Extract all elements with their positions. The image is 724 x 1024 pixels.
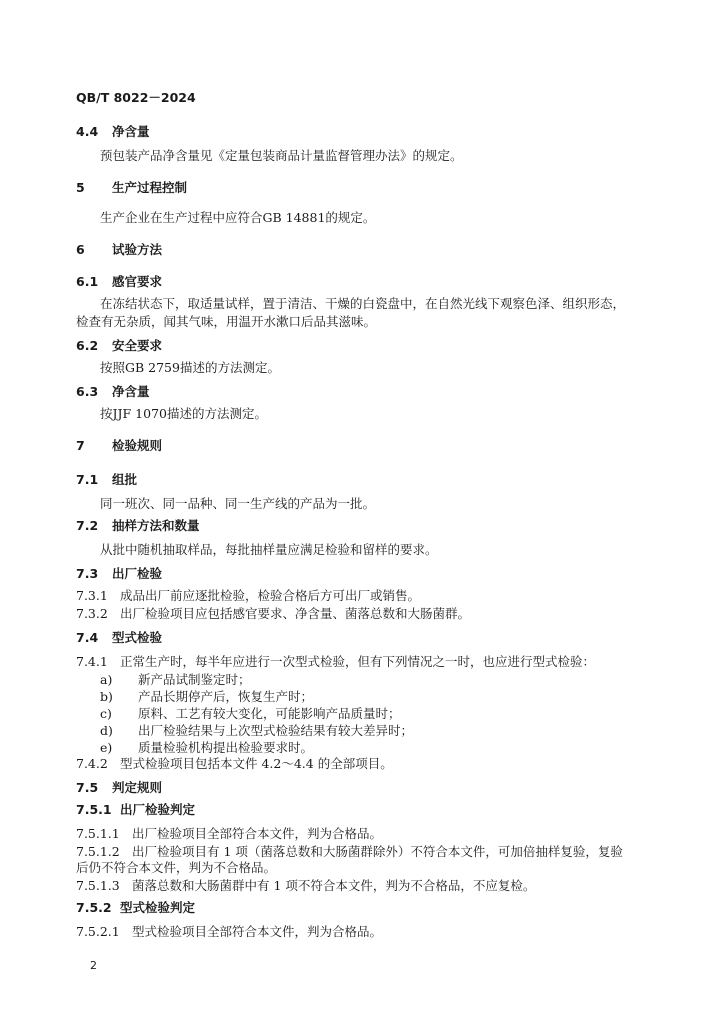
- section-title: 组批: [112, 472, 138, 487]
- list-item-text: 质量检验机构提出检验要求时。: [138, 740, 314, 755]
- clause-7-3-2: [76, 606, 470, 622]
- clause-number: 7.5.2.1: [76, 924, 120, 939]
- section-6-2-text: 按照GB 2759描述的方法测定。: [100, 360, 280, 375]
- section-number: 7.4: [76, 630, 99, 645]
- section-7-2-text: 从批中随机抽取样品，每批抽样量应满足检验和留样的要求。: [100, 542, 438, 557]
- clause-7-5-1-3: [76, 878, 535, 894]
- clause-7-4-1: [76, 654, 595, 670]
- list-item: [100, 672, 251, 688]
- clause-text: 型式检验项目包括本文件 4.2～4.4 的全部项目。: [120, 756, 393, 771]
- clause-text: 成品出厂前应逐批检验，检验合格后方可出厂或销售。: [120, 588, 421, 603]
- section-4-4-text: 预包装产品净含量见《定量包装商品计量监督管理办法》的规定。: [100, 148, 463, 163]
- section-6-2-heading: [76, 338, 162, 354]
- clause-7-5-2-1: [76, 924, 382, 940]
- clause-text: 型式检验项目全部符合本文件，判为合格品。: [132, 924, 383, 939]
- section-7-5-1-heading: [76, 802, 195, 818]
- list-item-text: 产品长期停产后，恢复生产时；: [138, 689, 314, 704]
- list-item: [100, 723, 413, 739]
- section-title: 判定规则: [112, 780, 163, 795]
- section-title: 型式检验: [112, 630, 163, 645]
- list-marker: b): [100, 689, 113, 704]
- section-number: 7.1: [76, 472, 99, 487]
- section-5-heading: [76, 180, 187, 196]
- standard-number: QB/T 8022－2024: [76, 90, 196, 105]
- section-title: 生产过程控制: [112, 180, 188, 195]
- section-7-1-heading: [76, 472, 137, 488]
- list-item-text: 出厂检验结果与上次型式检验结果有较大差异时；: [138, 723, 414, 738]
- section-title: 净含量: [112, 384, 150, 399]
- section-number: 7.5.1: [76, 802, 112, 817]
- page-number: 2: [90, 959, 97, 972]
- section-number: 4.4: [76, 124, 99, 139]
- section-6-heading: [76, 242, 162, 258]
- clause-text: 菌落总数和大肠菌群中有 1 项不符合本文件，判为不合格品，不应复检。: [132, 878, 536, 893]
- clause-7-5-1-1: [76, 826, 382, 842]
- section-4-4-heading: [76, 124, 150, 140]
- section-7-5-heading: [76, 780, 162, 796]
- list-item-text: 原料、工艺有较大变化，可能影响产品质量时；: [138, 706, 401, 721]
- section-6-1-text-line1: 在冻结状态下，取适量试样，置于清洁、干燥的白瓷盘中，在自然光线下观察色泽、组织形态，: [100, 296, 626, 311]
- list-item: [100, 740, 313, 756]
- clause-text: 正常生产时，每半年应进行一次型式检验，但有下列情况之一时，也应进行型式检验：: [120, 654, 596, 669]
- clause-7-3-1: [76, 588, 420, 604]
- clause-7-5-1-2-line2: 后仍不符合本文件，判为不合格品。: [76, 860, 277, 875]
- section-6-1-text-line2: 检查有无杂质，闻其气味，用温开水漱口后品其滋味。: [76, 314, 377, 329]
- section-number: 7.3: [76, 566, 99, 581]
- list-marker: d): [100, 723, 113, 738]
- section-number: 6.1: [76, 274, 99, 289]
- section-title: 净含量: [112, 124, 150, 139]
- section-7-4-heading: [76, 630, 162, 646]
- clause-text: 出厂检验项目应包括感官要求、净含量、菌落总数和大肠菌群。: [120, 606, 471, 621]
- list-item: [100, 689, 313, 705]
- section-7-2-heading: [76, 518, 200, 534]
- section-number: 7.5: [76, 780, 99, 795]
- list-marker: a): [100, 672, 113, 687]
- list-item-text: 新产品试制鉴定时；: [138, 672, 251, 687]
- section-title: 抽样方法和数量: [112, 518, 200, 533]
- list-marker: e): [100, 740, 113, 755]
- section-number: 6: [76, 242, 85, 257]
- clause-text: 出厂检验项目有 1 项（菌落总数和大肠菌群除外）不符合本文件，可加倍抽样复验，复验: [132, 844, 623, 859]
- clause-number: 7.3.2: [76, 606, 108, 621]
- clause-7-4-2: [76, 756, 393, 772]
- section-number: 7: [76, 438, 85, 453]
- section-number: 6.2: [76, 338, 99, 353]
- section-title: 出厂检验: [112, 566, 163, 581]
- section-number: 5: [76, 180, 85, 195]
- clause-number: 7.4.1: [76, 654, 108, 669]
- section-number: 7.2: [76, 518, 99, 533]
- section-title: 型式检验判定: [120, 900, 196, 915]
- clause-number: 7.5.1.3: [76, 878, 120, 893]
- section-number: 7.5.2: [76, 900, 112, 915]
- section-7-5-2-heading: [76, 900, 195, 916]
- section-number: 6.3: [76, 384, 99, 399]
- section-title: 试验方法: [112, 242, 163, 257]
- section-title: 出厂检验判定: [120, 802, 196, 817]
- clause-7-5-1-2-line1: [76, 844, 623, 860]
- section-7-heading: [76, 438, 162, 454]
- clause-number: 7.5.1.2: [76, 844, 120, 859]
- section-5-text: 生产企业在生产过程中应符合GB 14881的规定。: [100, 210, 376, 225]
- section-6-3-text: 按JJF 1070描述的方法测定。: [100, 406, 267, 421]
- section-7-3-heading: [76, 566, 162, 582]
- clause-number: 7.3.1: [76, 588, 108, 603]
- section-7-1-text: 同一班次、同一品种、同一生产线的产品为一批。: [100, 496, 376, 511]
- section-title: 感官要求: [112, 274, 163, 289]
- section-title: 安全要求: [112, 338, 163, 353]
- section-6-3-heading: [76, 384, 150, 400]
- section-title: 检验规则: [112, 438, 163, 453]
- list-marker: c): [100, 706, 112, 721]
- clause-number: 7.5.1.1: [76, 826, 120, 841]
- clause-text: 出厂检验项目全部符合本文件，判为合格品。: [132, 826, 383, 841]
- list-item: [100, 706, 401, 722]
- clause-number: 7.4.2: [76, 756, 108, 771]
- section-6-1-heading: [76, 274, 162, 290]
